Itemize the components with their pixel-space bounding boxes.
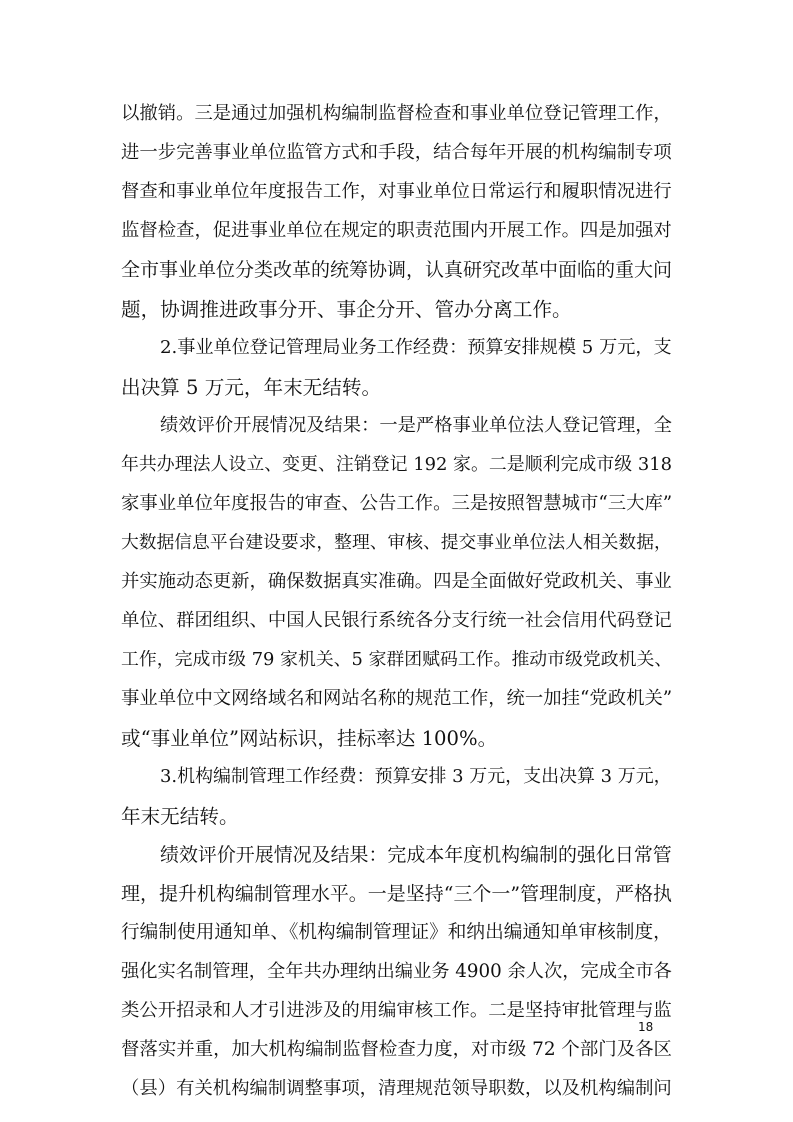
text-line: 题，协调推进政事分开、事企分开、管办分离工作。 — [121, 298, 572, 321]
text-line: 绩效评价开展情况及结果：一是严格事业单位法人登记管理，全 — [160, 415, 672, 436]
text-line: 强化实名制管理，全年共办理纳出编业务 4900 余人次，完成全市各 — [121, 961, 672, 982]
text-line: 绩效评价开展情况及结果：完成本年度机构编制的强化日常管 — [160, 844, 672, 866]
text-line: 事业单位中文网络域名和网站名称的规范工作，统一加挂“党政机关” — [121, 688, 673, 709]
text-line: 督落实并重，加大机构编制监督检查力度，对市级 72 个部门及各区 — [121, 1039, 672, 1060]
page-number: 18 — [638, 1020, 654, 1034]
text-line: 大数据信息平台建设要求，整理、审核、提交事业单位法人相关数据， — [121, 532, 672, 553]
text-line: 3.机构编制管理工作经费：预算安排 3 万元，支出决算 3 万元， — [160, 766, 672, 787]
text-line: 监督检查，促进事业单位在规定的职责范围内开展工作。四是加强对 — [121, 220, 672, 241]
text-line: 并实施动态更新，确保数据真实准确。四是全面做好党政机关、事业 — [121, 571, 672, 592]
text-line: （县）有关机构编制调整事项，清理规范领导职数，以及机构编制问 — [121, 1078, 672, 1099]
text-line: 全市事业单位分类改革的统筹协调，认真研究改革中面临的重大问 — [121, 259, 673, 281]
text-line: 年末无结转。 — [121, 805, 239, 828]
text-line: 以撤销。三是通过加强机构编制监督检查和事业单位登记管理工作， — [121, 103, 672, 124]
text-line: 工作，完成市级 79 家机关、5 家群团赋码工作。推动市级党政机关、 — [121, 649, 673, 670]
text-line: 年共办理法人设立、变更、注销登记 192 家。二是顺利完成市级 318 — [121, 454, 672, 475]
text-line: 类公开招录和人才引进涉及的用编审核工作。二是坚持审批管理与监 — [121, 1000, 672, 1021]
text-line: 进一步完善事业单位监管方式和手段，结合每年开展的机构编制专项 — [121, 142, 672, 163]
text-line: 出决算 5 万元，年末无结转。 — [121, 376, 382, 399]
text-line: 家事业单位年度报告的审查、公告工作。三是按照智慧城市“三大库” — [121, 493, 673, 514]
text-line: 2.事业单位登记管理局业务工作经费：预算安排规模 5 万元，支 — [160, 337, 672, 358]
text-line: 或“事业单位”网站标识，挂标率达 100%。 — [121, 727, 498, 750]
text-line: 督查和事业单位年度报告工作，对事业单位日常运行和履职情况进行 — [121, 181, 672, 202]
text-line: 理，提升机构编制管理水平。一是坚持“三个一”管理制度，严格执 — [121, 883, 672, 905]
text-line: 单位、群团组织、中国人民银行系统各分支行统一社会信用代码登记 — [121, 610, 672, 631]
text-line: 行编制使用通知单、《机构编制管理证》和纳出编通知单审核制度， — [121, 922, 672, 943]
